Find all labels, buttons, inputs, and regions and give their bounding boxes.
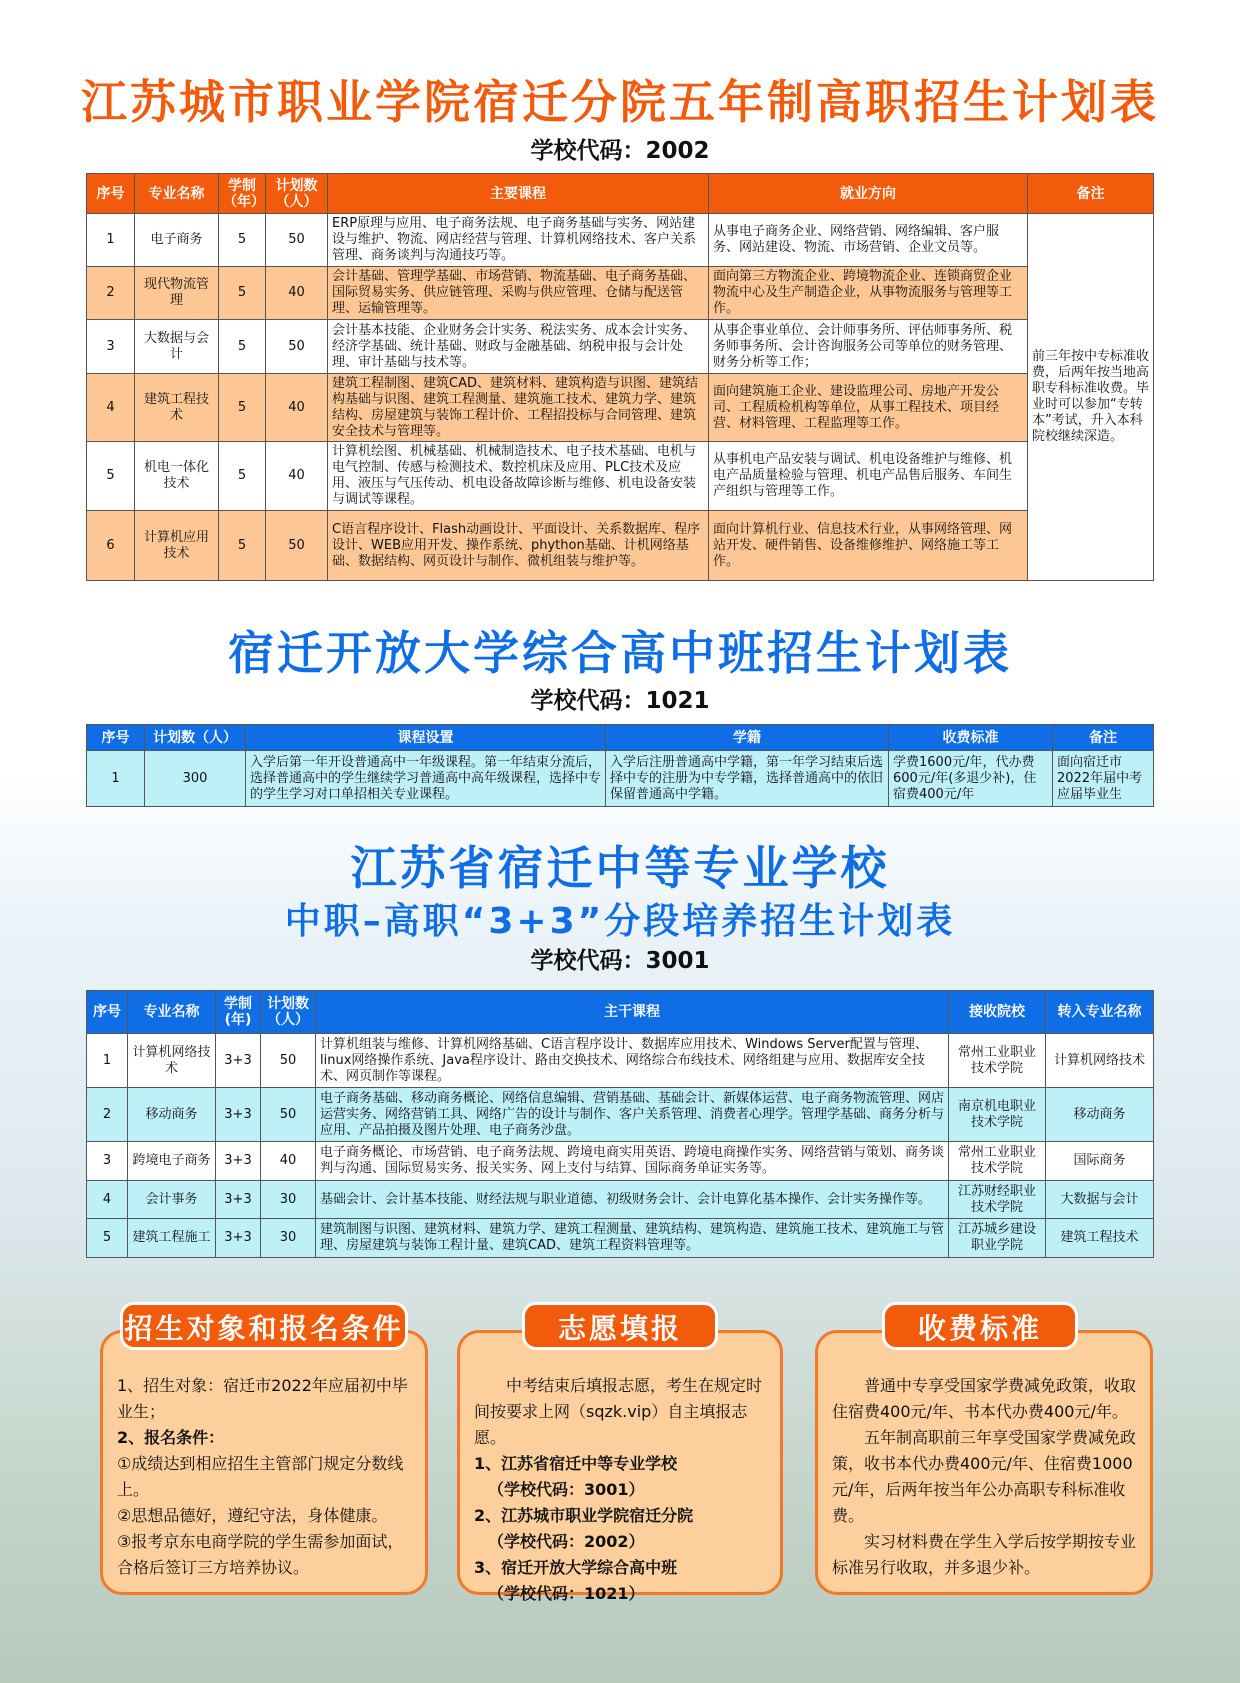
table-comprehensive-high-school [86,724,1154,807]
cell-plan: 300 [145,751,246,807]
cell-no: 4 [87,374,135,442]
table-five-year [86,173,1154,581]
header: 学制(年) [216,991,261,1034]
cell-major: 计算机网络技术 [1046,1034,1154,1088]
table-row [87,1142,1154,1181]
cell-plan: 40 [266,374,328,442]
cell-years: 5 [219,320,266,374]
table-row [87,1088,1154,1142]
cell-courses: 会计基础、管理学基础、市场营销、物流基础、电子商务基础、国际贸易实务、供应链管理、采购与供应管理、仓储与配送管理、运输管理等。 [328,267,709,320]
cell-years: 5 [219,374,266,442]
text-line: （学校代码：1021） [488,1584,645,1603]
cell-courses: 建筑工程制图、建筑CAD、建筑材料、建筑构造与识图、建筑结构基础与识图、建筑工程测量、建筑施工技术、建筑力学、建筑结构、房屋建筑与装饰工程计价、工程招投标与合同管理、建筑安全技术与管理等。 [328,374,709,442]
header: 计划数（人） [145,725,246,751]
cell-jobs: 面向第三方物流企业、跨境物流企业、连锁商贸企业物流中心及生产制造企业，从事物流服务与管理等工作。 [709,267,1028,320]
cell-plan: 30 [261,1219,316,1258]
school-code-1021: 学校代码：1021 [530,688,710,714]
cell-jobs: 从事电子商务企业、网络营销、网络编辑、客户服务、网站建设、物流、市场营销、企业文员等。 [709,214,1028,267]
cell-school: 南京机电职业技术学院 [949,1088,1046,1142]
cell-courses: 建筑制图与识图、建筑材料、建筑力学、建筑工程测量、建筑结构、建筑构造、建筑施工技术、建筑施工与管理、房屋建筑与装饰工程计量、建筑CAD、建筑工程资料管理等。 [316,1219,949,1258]
cell-name: 机电一体化技术 [135,442,219,511]
cell-school: 常州工业职业技术学院 [949,1142,1046,1181]
cell-fee: 学费1600元/年，代办费600元/年(多退少补)，住宿费400元/年 [889,751,1053,807]
title-3001: 江苏省宿迁中等专业学校 [350,841,890,895]
text-line: 1、招生对象：宿迁市2022年应届初中毕业生； [117,1376,408,1421]
cell-courses: 基础会计、会计基本技能、财经法规与职业道德、初级财务会计、会计电算化基本操作、会计实务操作等。 [316,1181,949,1219]
cell-no: 5 [87,1219,128,1258]
cell-plan: 50 [261,1034,316,1088]
cell-no: 2 [87,1088,128,1142]
cell-jobs: 面向建筑施工企业、建设监理公司、房地产开发公司、工程质检机构等单位，从事工程技术、项目经营、材料管理、工程监理等工作。 [709,374,1028,442]
cell-remark: 前三年按中专标准收费，后两年按当地高职专科标准收费。毕业时可以参加“专转本”考试，升入本科院校继续深造。 [1028,214,1154,581]
cell-courses: 入学后第一年开设普通高中一年级课程。第一年结束分流后，选择普通高中的学生继续学习普通高中高年级课程，选择中专的学生学习对口单招相关专业课程。 [246,751,606,807]
cell-years: 3+3 [216,1034,261,1088]
cell-courses: 计算机绘图、机械基础、机械制造技术、电子技术基础、电机与电气控制、传感与检测技术、数控机床及应用、PLC技术及应用、液压与气压传动、机电设备故障诊断与维修、机电设备安装与调试等课程。 [328,442,709,511]
table-row [87,1181,1154,1219]
text-line: 实习材料费在学生入学后按学期按专业标准另行收取，并多退少补。 [832,1532,1137,1577]
header: 课程设置 [246,725,606,751]
cell-plan: 40 [261,1142,316,1181]
table-3plus3 [86,990,1154,1258]
cell-name: 建筑工程技术 [135,374,219,442]
table-row [87,442,1154,511]
cell-no: 6 [87,511,135,581]
table-row [87,751,1154,807]
cell-major: 国际商务 [1046,1142,1154,1181]
cell-name: 现代物流管理 [135,267,219,320]
text-line: （学校代码：2002） [488,1532,645,1551]
box-title-fees: 收费标准 [882,1302,1078,1350]
subtitle-3001: 中职–高职“3+3”分段培养招生计划表 [284,901,956,942]
cell-plan: 30 [261,1181,316,1219]
cell-note: 面向宿迁市2022年届中考应届毕业生 [1053,751,1154,807]
header: 收费标准 [889,725,1053,751]
cell-plan: 40 [266,267,328,320]
cell-plan: 50 [266,214,328,267]
header: 接收院校 [949,991,1046,1034]
text-line: ②思想品德好，遵纪守法，身体健康。 [117,1506,388,1525]
cell-courses: 电子商务基础、移动商务概论、网络信息编辑、营销基础、基础会计、新媒体运营、电子商务物流管理、网店运营实务、网络营销工具、网络广告的设计与制作、客户关系管理、消费者心理学。管理学基础、商务分析与应用、产品拍摄及图片处理、电子商务沙盘。 [316,1088,949,1142]
cell-name: 会计事务 [128,1181,216,1219]
text-line: 普通中专享受国家学费减免政策，收取住宿费400元/年、书本代办费400元/年。 [832,1376,1137,1421]
cell-name: 跨境电子商务 [128,1142,216,1181]
text-line: 1、江苏省宿迁中等专业学校 [474,1454,678,1473]
cell-years: 5 [219,214,266,267]
table-row [87,374,1154,442]
table-row [87,267,1154,320]
header: 备注 [1028,174,1154,214]
header: 就业方向 [709,174,1028,214]
box-fees [815,1330,1153,1595]
box-eligibility [100,1330,428,1595]
school-code-2002: 学校代码：2002 [530,138,710,164]
header: 计划数（人） [261,991,316,1034]
cell-years: 5 [219,267,266,320]
cell-plan: 50 [261,1088,316,1142]
cell-major: 移动商务 [1046,1088,1154,1142]
header: 主干课程 [316,991,949,1034]
title-2002: 江苏城市职业学院宿迁分院五年制高职招生计划表 [81,75,1159,129]
cell-no: 4 [87,1181,128,1219]
header: 序号 [87,174,135,214]
cell-name: 电子商务 [135,214,219,267]
text-line: 五年制高职前三年享受国家学费减免政策，收书本代办费400元/年、住宿费1000元/年，后两年按当年公办高职专科标准收费。 [832,1428,1137,1525]
cell-plan: 40 [266,442,328,511]
cell-years: 5 [219,511,266,581]
text-line: ③报考京东电商学院的学生需参加面试，合格后签订三方培养协议。 [117,1532,404,1577]
cell-name: 大数据与会计 [135,320,219,374]
cell-plan: 50 [266,320,328,374]
cell-courses: C语言程序设计、Flash动画设计、平面设计、关系数据库、程序设计、WEB应用开发、操作系统、phython基础、计机网络基础、数据结构、网页设计与制作、微机组装与维护等。 [328,511,709,581]
header: 序号 [87,725,145,751]
table-row [87,511,1154,581]
cell-status: 入学后注册普通高中学籍，第一年学习结束后选择中专的注册为中专学籍，选择普通高中的依旧保留普通高中学籍。 [606,751,889,807]
header: 主要课程 [328,174,709,214]
text-line: 2、报名条件： [117,1428,225,1447]
cell-courses: 电子商务概论、市场营销、电子商务法规、跨境电商实用英语、跨境电商操作实务、网络营销与策划、商务谈判与沟通、国际贸易实务、报关实务、网上支付与结算、国际商务单证实务等。 [316,1142,949,1181]
cell-plan: 50 [266,511,328,581]
cell-no: 3 [87,320,135,374]
cell-no: 5 [87,442,135,511]
cell-years: 5 [219,442,266,511]
cell-courses: 计算机组装与维修、计算机网络基础、C语言程序设计、数据库应用技术、Windows Server配置与管理、linux网络操作系统、Java程序设计、路由交换技术、网络综合布线技术、网络组建与应用、数据库安全技术、网页制作等课程。 [316,1034,949,1088]
text-line: （学校代码：3001） [488,1480,645,1499]
cell-years: 3+3 [216,1219,261,1258]
header: 学制（年） [219,174,266,214]
cell-school: 江苏城乡建设职业学院 [949,1219,1046,1258]
cell-jobs: 面向计算机行业、信息技术行业，从事网络管理、网站开发、硬件销售、设备维修维护、网络施工等工作。 [709,511,1028,581]
table-row [87,1034,1154,1088]
header: 学籍 [606,725,889,751]
cell-no: 2 [87,267,135,320]
header: 计划数（人） [266,174,328,214]
cell-courses: ERP原理与应用、电子商务法规、电子商务基础与实务、网站建设与维护、物流、网店经营与管理、计算机网络技术、客户关系管理、商务谈判与沟通技巧等。 [328,214,709,267]
text-line: 3、宿迁开放大学综合高中班 [474,1558,678,1577]
cell-name: 移动商务 [128,1088,216,1142]
cell-no: 1 [87,751,145,807]
header: 专业名称 [128,991,216,1034]
box-title-eligibility: 招生对象和报名条件 [120,1302,408,1350]
cell-school: 常州工业职业技术学院 [949,1034,1046,1088]
table-row [87,320,1154,374]
box-title-application: 志愿填报 [522,1302,718,1350]
cell-major: 建筑工程技术 [1046,1219,1154,1258]
cell-name: 建筑工程施工 [128,1219,216,1258]
cell-jobs: 从事机电产品安装与调试、机电设备维护与维修、机电产品质量检验与管理、机电产品售后服务、车间生产组织与管理等工作。 [709,442,1028,511]
title-1021: 宿迁开放大学综合高中班招生计划表 [228,626,1012,680]
header: 转入专业名称 [1046,991,1154,1034]
cell-name: 计算机应用技术 [135,511,219,581]
cell-school: 江苏财经职业技术学院 [949,1181,1046,1219]
table-row [87,214,1154,267]
cell-years: 3+3 [216,1142,261,1181]
header: 备注 [1053,725,1154,751]
header: 序号 [87,991,128,1034]
text-line: 中考结束后填报志愿，考生在规定时间按要求上网（sqzk.vip）自主填报志愿。 [474,1376,763,1447]
text-line: 2、江苏城市职业学院宿迁分院 [474,1506,694,1525]
cell-years: 3+3 [216,1181,261,1219]
cell-name: 计算机网络技术 [128,1034,216,1088]
cell-courses: 会计基本技能、企业财务会计实务、税法实务、成本会计实务、经济学基础、统计基础、财政与金融基础、纳税申报与会计处理、审计基础与技术等。 [328,320,709,374]
cell-no: 3 [87,1142,128,1181]
header: 专业名称 [135,174,219,214]
school-code-3001: 学校代码：3001 [530,948,710,974]
cell-no: 1 [87,214,135,267]
text-line: ①成绩达到相应招生主管部门规定分数线上。 [117,1454,404,1499]
cell-years: 3+3 [216,1088,261,1142]
cell-major: 大数据与会计 [1046,1181,1154,1219]
cell-no: 1 [87,1034,128,1088]
box-application [457,1330,783,1603]
table-row [87,1219,1154,1258]
cell-jobs: 从事企事业单位、会计师事务所、评估师事务所、税务师事务所、会计咨询服务公司等单位的财务管理、财务分析等工作； [709,320,1028,374]
